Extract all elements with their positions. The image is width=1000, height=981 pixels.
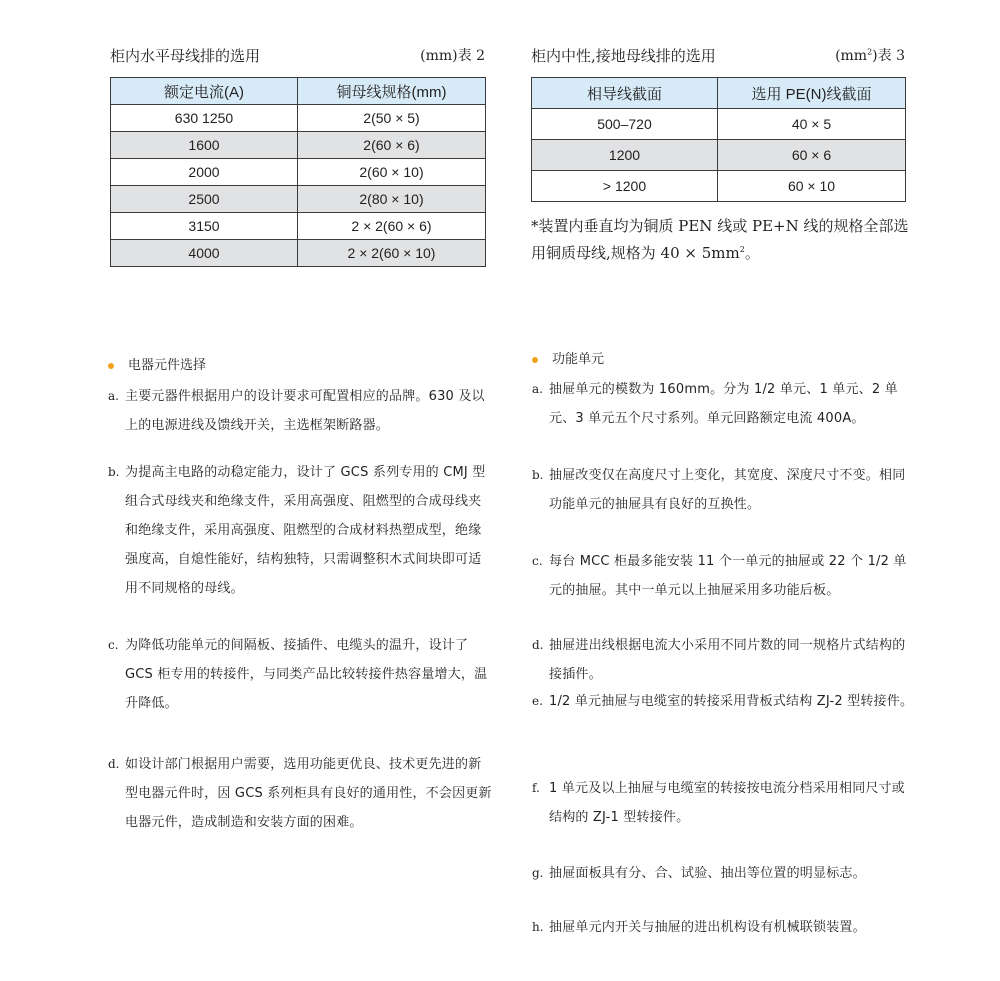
table-cell: 2000: [111, 159, 298, 186]
item-letter: a.: [532, 382, 543, 396]
column-header: 额定电流(A): [111, 78, 298, 105]
item-text: 1 单元及以上抽屉与电缆室的转接按电流分档采用相同尺寸或结构的 ZJ-1 型转接件。: [549, 781, 906, 825]
table-cell: 630 1250: [111, 105, 298, 132]
electrical-components-section: [108, 353, 493, 873]
functional-units-section: [532, 347, 917, 947]
list-item: [532, 375, 917, 433]
item-text: 1/2 单元抽屉与电缆室的转接采用背板式结构 ZJ-2 型转接件。: [549, 694, 914, 709]
table-cell: 40 × 5: [718, 109, 906, 140]
table-row: [111, 240, 486, 267]
table3-footnote: [531, 213, 916, 267]
list-item: [108, 750, 493, 837]
footnote-superscript: 2: [739, 245, 745, 254]
table-cell: 500–720: [532, 109, 718, 140]
item-letter: c.: [108, 638, 119, 652]
list-item: [532, 631, 917, 689]
section-heading: [108, 353, 493, 379]
item-letter: g.: [532, 866, 544, 880]
neutral-ground-busbar-table: [531, 77, 906, 202]
table-row: [111, 186, 486, 213]
list-item: [532, 774, 917, 832]
item-text: 为降低功能单元的间隔板、接插件、电缆头的温升，设计了 GCS 柜专用的转接件，与同类产品比较转接件热容量增大，温升降低。: [125, 638, 488, 711]
table-cell: 2(50 × 5): [298, 105, 486, 132]
table-row: [111, 105, 486, 132]
table-row: [532, 140, 906, 171]
section-heading: [532, 347, 917, 373]
item-text: 抽屉单元内开关与抽屉的进出机构设有机械联锁装置。: [549, 920, 866, 935]
list-item: [532, 859, 917, 888]
table-row: [111, 132, 486, 159]
table-cell: 60 × 6: [718, 140, 906, 171]
table-cell: 2(80 × 10): [298, 186, 486, 213]
list-item: [108, 631, 493, 718]
section-title: 电器元件选择: [128, 358, 207, 373]
horizontal-busbar-table: [110, 77, 486, 267]
table-cell: 2 × 2(60 × 6): [298, 213, 486, 240]
table-cell: > 1200: [532, 171, 718, 202]
column-header: 相导线截面: [532, 78, 718, 109]
item-text: 抽屉单元的模数为 160mm。分为 1/2 单元、1 单元、2 单元、3 单元五个尺寸系列。单元回路额定电流 400A。: [549, 382, 898, 426]
bullet-dot-icon: [108, 363, 114, 369]
table-cell: 2(60 × 10): [298, 159, 486, 186]
table-row: [532, 109, 906, 140]
list-item: [532, 547, 917, 605]
unit-prefix: (mm: [835, 48, 868, 64]
table2-unit: (mm)表 2: [420, 48, 485, 64]
item-letter: b.: [532, 468, 544, 482]
table3-title: 柜内中性,接地母线排的选用: [531, 47, 716, 65]
item-text: 如设计部门根据用户需要，选用功能更优良、技术更先进的新型电器元件时，因 GCS 系列柜具有良好的通用性，不会因更新电器元件，造成制造和安装方面的困难。: [125, 757, 492, 830]
item-letter: h.: [532, 920, 544, 934]
list-item: [532, 913, 917, 942]
item-text: 主要元器件根据用户的设计要求可配置相应的品牌。630 及以上的电源进线及馈线开关，主选框架断路器。: [125, 389, 485, 433]
table-cell: 2500: [111, 186, 298, 213]
table-cell: 1200: [532, 140, 718, 171]
table2-caption: [110, 44, 485, 68]
table-header-row: [532, 78, 906, 109]
list-item: [108, 382, 493, 440]
footnote-end: 。: [744, 244, 760, 262]
item-letter: e.: [532, 694, 543, 708]
table-row: [111, 213, 486, 240]
list-item: [532, 687, 917, 716]
footnote-text: *装置内垂直均为铜质 PEN 线或 PE+N 线的规格全部选用铜质母线,规格为 40 × 5mm: [531, 217, 909, 262]
item-text: 每台 MCC 柜最多能安装 11 个一单元的抽屉或 22 个 1/2 单元的抽屉。其中一单元以上抽屉采用多功能后板。: [549, 554, 907, 598]
table-cell: 2(60 × 6): [298, 132, 486, 159]
table-row: [532, 171, 906, 202]
item-text: 为提高主电路的动稳定能力，设计了 GCS 系列专用的 CMJ 型组合式母线夹和绝缘支件，采用高强度、阻燃型的合成母线夹和绝缘支件，采用高强度、阻燃型的合成材料热塑成型，绝缘强度高，自熄性能好，结构独特，只需调整积木式间块即可适用不同规格的母线。: [125, 465, 486, 596]
item-letter: b.: [108, 465, 120, 479]
list-item: [108, 458, 493, 603]
item-letter: c.: [532, 554, 543, 568]
item-letter: d.: [532, 638, 544, 652]
table-cell: 4000: [111, 240, 298, 267]
table3-unit: [835, 44, 905, 68]
table2-title: 柜内水平母线排的选用: [110, 47, 261, 65]
item-text: 抽屉进出线根据电流大小采用不同片数的同一规格片式结构的接插件。: [549, 638, 906, 682]
item-letter: d.: [108, 757, 120, 771]
bullet-dot-icon: [532, 357, 538, 363]
column-header: 选用 PE(N)线截面: [718, 78, 906, 109]
column-header: 铜母线规格(mm): [298, 78, 486, 105]
section-title: 功能单元: [552, 352, 605, 367]
table-row: [111, 159, 486, 186]
unit-suffix: )表 3: [872, 48, 905, 64]
table3-caption: [531, 44, 905, 68]
table-cell: 1600: [111, 132, 298, 159]
item-text: 抽屉面板具有分、合、试验、抽出等位置的明显标志。: [549, 866, 866, 881]
item-letter: f.: [532, 781, 540, 795]
table-header-row: [111, 78, 486, 105]
table-cell: 60 × 10: [718, 171, 906, 202]
unit-superscript: 2: [867, 47, 873, 57]
table-cell: 2 × 2(60 × 10): [298, 240, 486, 267]
item-letter: a.: [108, 389, 119, 403]
list-item: [532, 461, 917, 519]
item-text: 抽屉改变仅在高度尺寸上变化，其宽度、深度尺寸不变。相同功能单元的抽屉具有良好的互换性。: [549, 468, 906, 512]
table-cell: 3150: [111, 213, 298, 240]
